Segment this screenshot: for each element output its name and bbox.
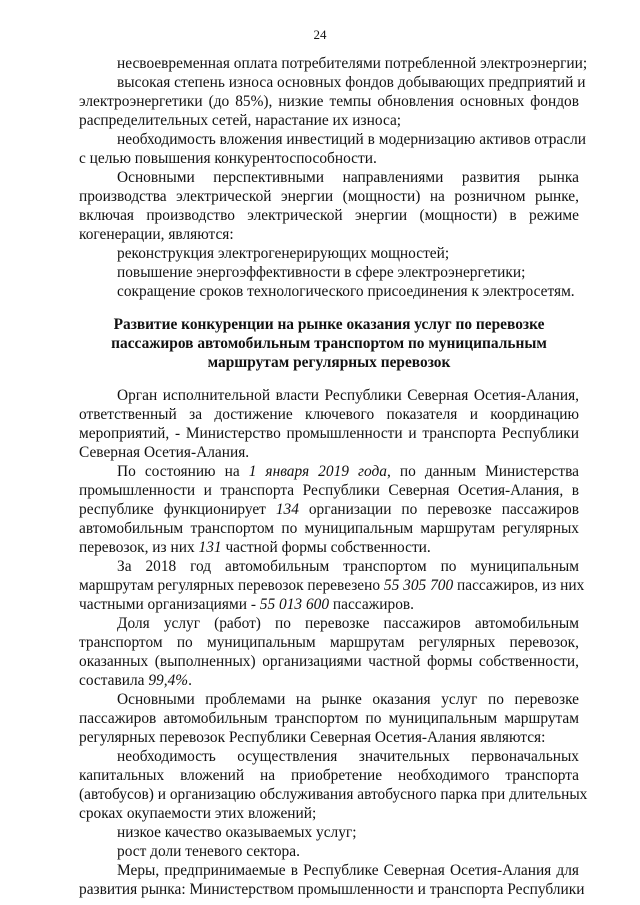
- passengers-total: 55 305 700: [383, 576, 454, 594]
- text-line: повышение энергоэффективности в сфере электроэнергетики;: [117, 263, 526, 281]
- section-heading: маршрутам регулярных перевозок: [207, 354, 451, 372]
- text-line: необходимость осуществления значительных первоначальных: [117, 747, 579, 765]
- private-share: 99,4%: [148, 671, 189, 689]
- text-line: электроэнергетики (до 85%), низкие темпы обновления основных фондов: [79, 92, 579, 110]
- passengers-private: 55 013 600: [259, 595, 330, 613]
- text-line: республике функционирует 134 организации по перевозке пассажиров: [79, 500, 579, 518]
- text-line: развития рынка: Министерством промышленности и транспорта Республики: [79, 880, 585, 898]
- organizations-count: 134: [275, 500, 299, 518]
- text-line: реконструкция электрогенерирующих мощностей;: [117, 244, 450, 262]
- text-line: рост доли теневого сектора.: [117, 842, 300, 860]
- text-line: маршрутам регулярных перевозок перевезено 55 305 700 пассажиров, из них: [79, 576, 585, 594]
- text-line: необходимость вложения инвестиций в модернизацию активов отрасли: [117, 130, 586, 148]
- text-line: с целью повышения конкурентоспособности.: [79, 149, 377, 167]
- text-line: регулярных перевозок Республики Северная Осетия-Алания являются:: [79, 728, 546, 746]
- text-line: сроках окупаемости этих вложений;: [79, 804, 317, 822]
- text-line: пассажиров автомобильным транспортом по муниципальным маршрутам: [79, 709, 579, 727]
- text-line: По состоянию на 1 января 2019 года, по данным Министерства: [117, 462, 579, 480]
- text-line: включая производство электрической энергии (мощности) в режиме: [79, 206, 579, 224]
- text-line: когенерации, являются:: [79, 225, 234, 243]
- text-line: Основными проблемами на рынке оказания услуг по перевозке: [117, 690, 579, 708]
- text-line: несвоевременная оплата потребителями потребленной электроэнергии;: [117, 54, 588, 72]
- text-line: высокая степень износа основных фондов добывающих предприятий и: [117, 73, 586, 91]
- text-line: капитальных вложений на приобретение необходимого транспорта: [79, 766, 579, 784]
- text-line: ответственный за достижение ключевого показателя и координацию: [79, 405, 579, 423]
- text-line: промышленности и транспорта Республики Северная Осетия-Алания, в: [79, 481, 579, 499]
- text-line: автомобильным транспортом по муниципальным маршрутам регулярных: [79, 519, 579, 537]
- text-line: распределительных сетей, нарастание их износа;: [79, 111, 402, 129]
- page-number: 24: [313, 27, 327, 42]
- text-line: оказанных (выполненных) организациями частной формы собственности,: [79, 652, 579, 670]
- text-line: производства электрической энергии (мощности) на розничном рынке,: [79, 187, 579, 205]
- section-heading: пассажиров автомобильным транспортом по муниципальным: [111, 335, 547, 353]
- text-line: Меры, предпринимаемые в Республике Северная Осетия-Алания для: [117, 861, 579, 879]
- text-line: сокращение сроков технологического присоединения к электросетям.: [117, 282, 575, 300]
- text-line: мероприятий, - Министерство промышленности и транспорта Республики: [79, 424, 579, 442]
- text-line: низкое качество оказываемых услуг;: [117, 823, 357, 841]
- text-line: Орган исполнительной власти Республики Северная Осетия-Алания,: [117, 386, 579, 404]
- private-organizations-count: 131: [198, 538, 222, 556]
- text-line: Северная Осетия-Алания.: [79, 443, 250, 461]
- report-date: 1 января 2019 года: [248, 462, 387, 480]
- text-line: частными организациями - 55 013 600 пассажиров.: [79, 595, 415, 613]
- text-line: За 2018 год автомобильным транспортом по муниципальным: [117, 557, 579, 575]
- text-line: (автобусов) и организацию обслуживания автобусного парка при длительных: [79, 785, 588, 803]
- text-line: Доля услуг (работ) по перевозке пассажиров автомобильным: [117, 614, 579, 632]
- text-line: транспортом по муниципальным маршрутам регулярных перевозок,: [79, 633, 579, 651]
- text-line: составила 99,4%.: [79, 671, 192, 689]
- text-line: Основными перспективными направлениями развития рынка: [117, 168, 579, 186]
- text-line: перевозок, из них 131 частной формы собственности.: [79, 538, 431, 556]
- section-heading: Развитие конкуренции на рынке оказания услуг по перевозке: [113, 316, 545, 334]
